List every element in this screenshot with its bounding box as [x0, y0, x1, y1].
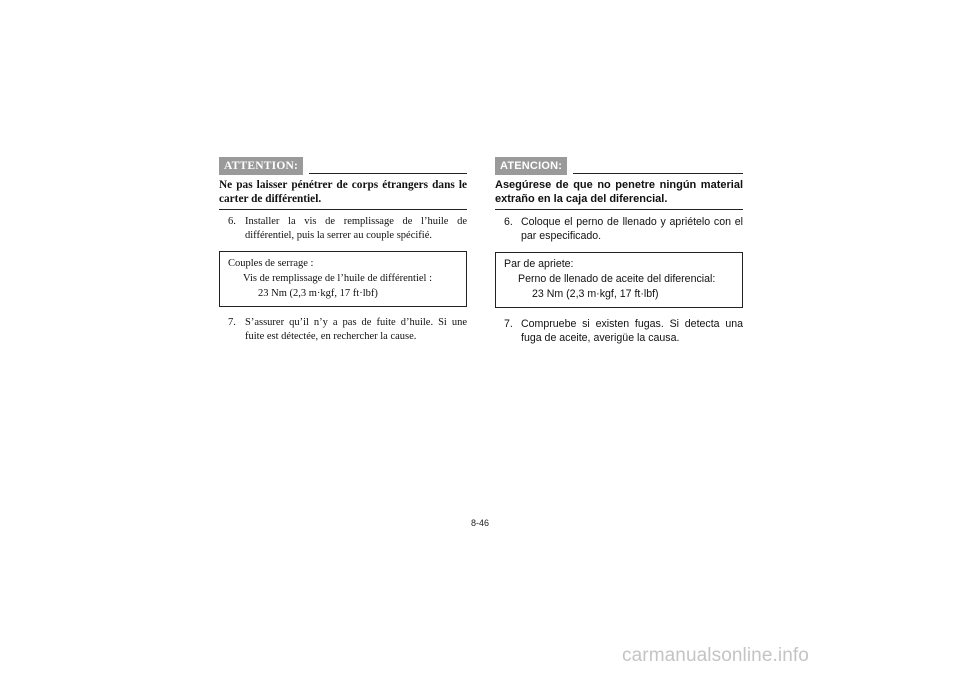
attention-label: ATENCION: — [495, 157, 567, 175]
step-6 — [219, 215, 467, 242]
step-text: Compruebe si existen fugas. Si detecta una fuga de aceite, averigüe la causa. — [521, 318, 743, 344]
step-6 — [495, 215, 743, 243]
french-column — [219, 155, 467, 343]
attention-header — [495, 155, 743, 175]
torque-specification-box — [495, 252, 743, 308]
torque-title: Par de apriete: — [504, 258, 574, 270]
step-number: 7. — [228, 317, 236, 328]
attention-rule — [309, 173, 467, 174]
attention-rule — [573, 173, 743, 174]
torque-value: 23 Nm (2,3 m·kgf, 17 ft·lbf) — [258, 288, 378, 299]
attention-label: ATTENTION: — [219, 157, 303, 175]
step-number: 6. — [228, 216, 236, 227]
step-number: 7. — [504, 318, 513, 330]
attention-text: Ne pas laisser pénétrer de corps étrangers dans le carter de différentiel. — [219, 179, 467, 205]
step-text: S’assurer qu’il n’y a pas de fuite d’huile. Si une fuite est détectée, en rechercher la cause. — [245, 317, 467, 342]
torque-item: Vis de remplissage de l’huile de différentiel : — [243, 273, 432, 284]
attention-header — [219, 155, 467, 175]
step-7 — [495, 317, 743, 345]
step-text: Installer la vis de remplissage de l’huile de différentiel, puis la serrer au couple spécifié. — [245, 216, 467, 241]
torque-value: 23 Nm (2,3 m·kgf, 17 ft·lbf) — [532, 288, 659, 300]
attention-text: Asegúrese de que no penetre ningún material extraño en la caja del diferencial. — [495, 179, 743, 205]
step-number: 6. — [504, 216, 513, 228]
spanish-column — [495, 155, 743, 345]
attention-bottom-rule — [219, 209, 467, 210]
watermark: carmanualsonline.info — [622, 645, 809, 666]
step-text: Coloque el perno de llenado y apriételo con el par especificado. — [521, 216, 743, 242]
torque-specification-box — [219, 251, 467, 307]
page-number: 8-46 — [471, 518, 490, 528]
attention-bottom-rule — [495, 209, 743, 210]
torque-title: Couples de serrage : — [228, 258, 314, 269]
torque-item: Perno de llenado de aceite del diferencial: — [518, 273, 716, 285]
step-7 — [219, 316, 467, 343]
